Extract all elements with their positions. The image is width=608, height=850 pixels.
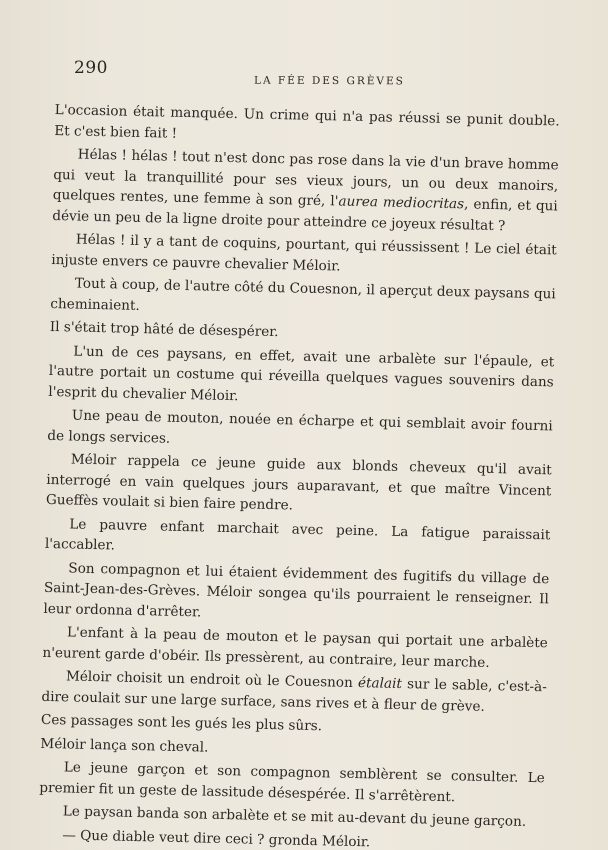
page-number: 290 xyxy=(74,58,108,78)
paragraph: Une peau de mouton, nouée en écharpe et qui semblait avoir fourni de longs services. xyxy=(47,407,553,447)
paragraph: Il s'était trop hâté de désespérer. xyxy=(49,318,279,341)
paragraph: — Que diable veut dire ceci ? gronda Méloir. xyxy=(62,826,371,850)
paragraph: Le jeune garçon et son compagnon semblèrent se consulter. Le premier fit un geste de lassitude désespérée. Il s'arrêtèrent. xyxy=(39,759,545,805)
paragraph: L'occasion était manquée. Un crime qui n'a pas réussi se punit double. Et c'est bien fait ! xyxy=(54,101,560,142)
paragraph: Hélas ! hélas ! tout n'est donc pas rose dans la vie d'un brave homme qui veut la tranquillité pour ses vieux jours, un ou deux manoirs, quelques rentes, une femme à son gré, l'aurea mediocritas, enfin, et qui dévie un peu de la ligne droite pour atteindre ce joyeux résultat ? xyxy=(52,146,559,234)
paragraph: Méloir choisit un endroit où le Couesnon étalait sur le sable, c'est-à-dire coulait sur une large surface, sans rives et à fleur de grève. xyxy=(41,668,547,715)
body-text xyxy=(38,100,560,850)
paragraph: L'un de ces paysans, en effet, avait une arbalète sur l'épaule, et l'autre portait un costume qui réveilla quelques vagues souvenirs dans l'esprit du chevalier Méloir. xyxy=(48,342,555,404)
running-title: LA FÉE DES GRÈVES xyxy=(253,74,405,88)
paragraph: Le paysan banda son arbalète et se mit au-devant du jeune garçon. xyxy=(62,803,527,830)
paragraph: Méloir rappela ce jeune guide aux blonds cheveux qu'il avait interrogé en vain quelques jours auparavant, et que maître Vincent Gueffès voulait si bien faire pendre. xyxy=(45,451,552,514)
paragraph: Son compagnon et lui étaient évidemment des fugitifs du village de Saint-Jean-des-Grèves. Méloir songea qu'ils pourraient le renseigner. Il leur ordonna d'arrêter. xyxy=(43,559,550,620)
paragraph: Hélas ! il y a tant de coquins, pourtant, qui réussissent ! Le ciel était injuste envers ce pauvre chevalier Méloir. xyxy=(51,231,557,275)
paragraph: Ces passages sont les gués les plus sûrs. xyxy=(40,711,323,735)
paragraph: Le pauvre enfant marchait avec peine. La fatigue paraissait l'accabler. xyxy=(44,515,551,554)
paragraph: L'enfant à la peau de mouton et le paysan qui portait une arbalète n'eurent garde d'obéir. Ils pressèrent, au contraire, leur marche. xyxy=(42,624,548,671)
paragraph: Méloir lança son cheval. xyxy=(40,735,209,756)
paragraph: Tout à coup, de l'autre côté du Couesnon, il aperçut deux paysans qui cheminaient. xyxy=(50,275,556,314)
